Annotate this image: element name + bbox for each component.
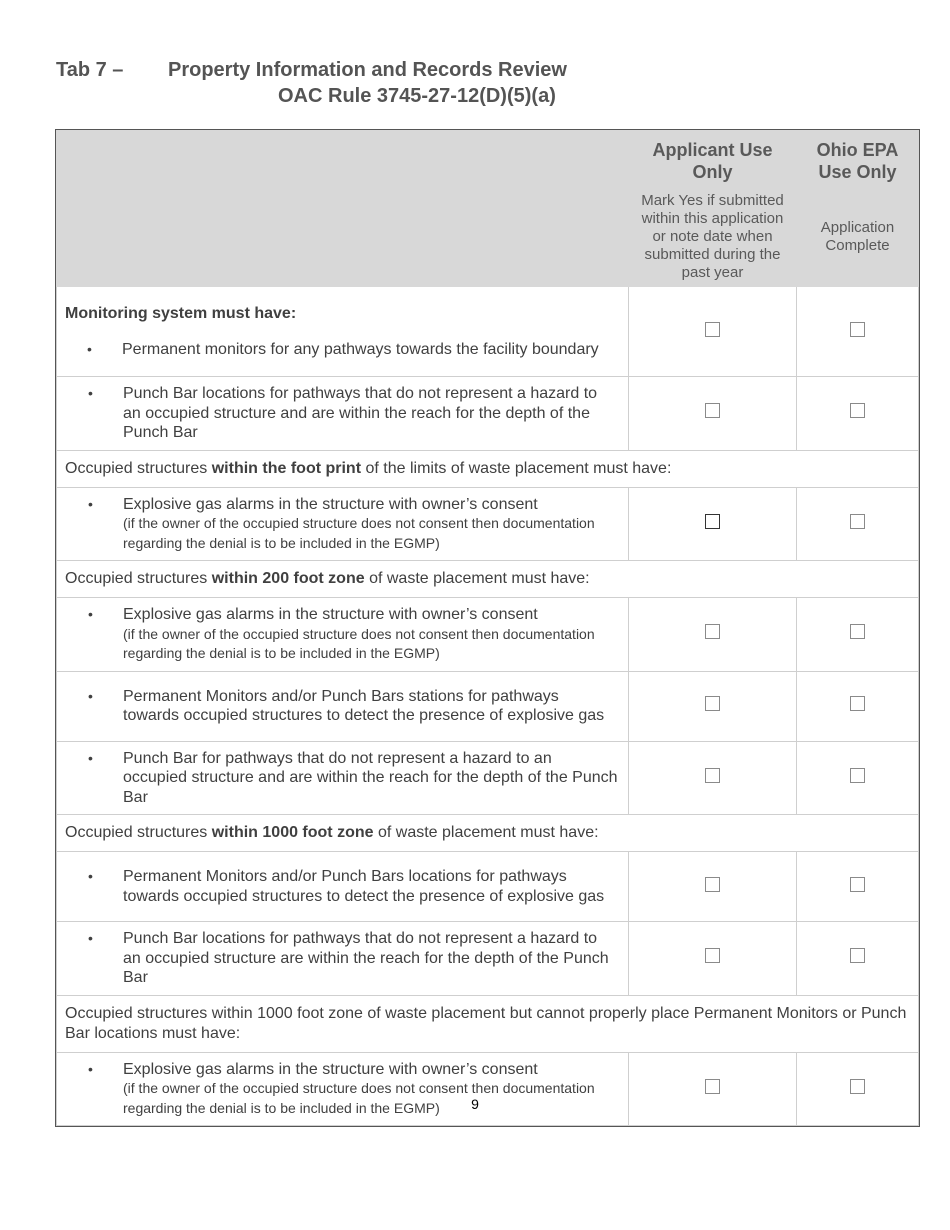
item-text: Punch Bar for pathways that do not represent a hazard to an occupied structure and are within the reach for the depth of the Punch Bar xyxy=(123,749,618,806)
item-text: Explosive gas alarms in the structure with owner’s consent xyxy=(123,606,538,623)
item-text: Permanent Monitors and/or Punch Bars locations for pathways towards occupied structures to detect the presence of explosive gas xyxy=(123,868,605,905)
item-note: (if the owner of the occupied structure does not consent then documentation regarding the denial is to be included in the EGMP) xyxy=(123,515,595,551)
bullet: • xyxy=(88,749,93,766)
section-emphasis: within 200 foot zone xyxy=(211,570,365,587)
item-text: Permanent monitors for any pathways towards the facility boundary xyxy=(122,340,599,358)
section-emphasis: within the foot print xyxy=(211,459,362,477)
section-monitoring: Monitoring system must have: xyxy=(65,304,297,322)
bullet: • xyxy=(88,495,93,512)
item-text: Explosive gas alarms in the structure with owner’s consent xyxy=(123,495,538,513)
list-item xyxy=(57,852,629,922)
epa-checkbox[interactable] xyxy=(850,514,865,529)
applicant-checkbox[interactable] xyxy=(705,877,720,892)
epa-checkbox[interactable] xyxy=(850,877,865,892)
epa-column-note: Application Complete xyxy=(797,188,919,287)
applicant-checkbox[interactable] xyxy=(705,696,720,711)
applicant-checkbox[interactable] xyxy=(705,948,720,963)
section-1000-foot xyxy=(57,815,919,852)
checklist-table xyxy=(56,130,919,1126)
epa-checkbox[interactable] xyxy=(850,1079,865,1094)
tab-label: Tab 7 – xyxy=(56,59,124,81)
epa-checkbox[interactable] xyxy=(850,768,865,783)
item-text: Punch Bar locations for pathways that do not represent a hazard to an occupied structure are within the reach for the depth of the Punch Bar xyxy=(123,930,609,986)
list-item xyxy=(57,598,629,672)
bullet: • xyxy=(88,385,93,401)
section-text: Occupied structures xyxy=(65,824,212,841)
bullet: • xyxy=(88,687,93,704)
item-note: (if the owner of the occupied structure does not consent then documentation regarding the denial is to be included in the EGMP) xyxy=(123,625,595,661)
section-cannot-place: Occupied structures within 1000 foot zone of waste placement but cannot properly place Permanent Monitors or Punch Bar locations must have: xyxy=(57,995,919,1052)
list-item xyxy=(57,287,629,377)
applicant-checkbox[interactable] xyxy=(705,322,720,337)
applicant-column-note: Mark Yes if submitted within this application or note date when submitted during the past year xyxy=(629,188,797,287)
epa-checkbox[interactable] xyxy=(850,322,865,337)
list-item xyxy=(57,741,629,815)
header-blank-2 xyxy=(57,188,629,287)
section-text: Occupied structures xyxy=(65,459,212,477)
epa-checkbox[interactable] xyxy=(850,624,865,639)
applicant-checkbox[interactable] xyxy=(705,624,720,639)
title-heading: Property Information and Records Review xyxy=(168,59,567,81)
applicant-checkbox[interactable] xyxy=(705,403,720,418)
section-text: of waste placement must have: xyxy=(373,824,599,841)
applicant-column-header: Applicant Use Only xyxy=(629,131,797,188)
section-emphasis: within 1000 foot zone xyxy=(211,824,374,841)
section-text: Occupied structures xyxy=(65,570,212,587)
bullet: • xyxy=(88,930,93,946)
applicant-checkbox[interactable] xyxy=(705,514,720,529)
bullet: • xyxy=(88,1060,93,1077)
item-text: Explosive gas alarms in the structure with owner’s consent xyxy=(123,1060,538,1078)
applicant-checkbox[interactable] xyxy=(705,768,720,783)
bullet: • xyxy=(87,340,92,357)
page-number: 9 xyxy=(471,1096,479,1112)
applicant-checkbox[interactable] xyxy=(705,1079,720,1094)
section-text: of the limits of waste placement must have: xyxy=(361,459,672,477)
item-text: Permanent Monitors and/or Punch Bars stations for pathways towards occupied structures to detect the presence of explosive gas xyxy=(123,687,605,724)
page-title xyxy=(56,57,676,109)
item-note: (if the owner of the occupied structure does not consent then documentation regarding the denial is to be included in the EGMP) xyxy=(123,1080,595,1116)
epa-checkbox[interactable] xyxy=(850,403,865,418)
list-item xyxy=(57,377,629,451)
list-item xyxy=(57,922,629,996)
item-text: Punch Bar locations for pathways that do not represent a hazard to an occupied structure and are within the reach for the depth of the Punch Bar xyxy=(123,385,598,441)
bullet: • xyxy=(88,868,93,884)
epa-checkbox[interactable] xyxy=(850,948,865,963)
bullet: • xyxy=(88,606,93,622)
section-200-foot xyxy=(57,561,919,598)
epa-column-header: Ohio EPA Use Only xyxy=(797,131,919,188)
list-item xyxy=(57,671,629,741)
section-text: of waste placement must have: xyxy=(364,570,590,587)
list-item xyxy=(57,1052,629,1126)
list-item xyxy=(57,487,629,561)
epa-checkbox[interactable] xyxy=(850,696,865,711)
rule-reference: OAC Rule 3745-27-12(D)(5)(a) xyxy=(278,85,556,107)
header-blank xyxy=(57,131,629,188)
section-footprint xyxy=(57,450,919,487)
